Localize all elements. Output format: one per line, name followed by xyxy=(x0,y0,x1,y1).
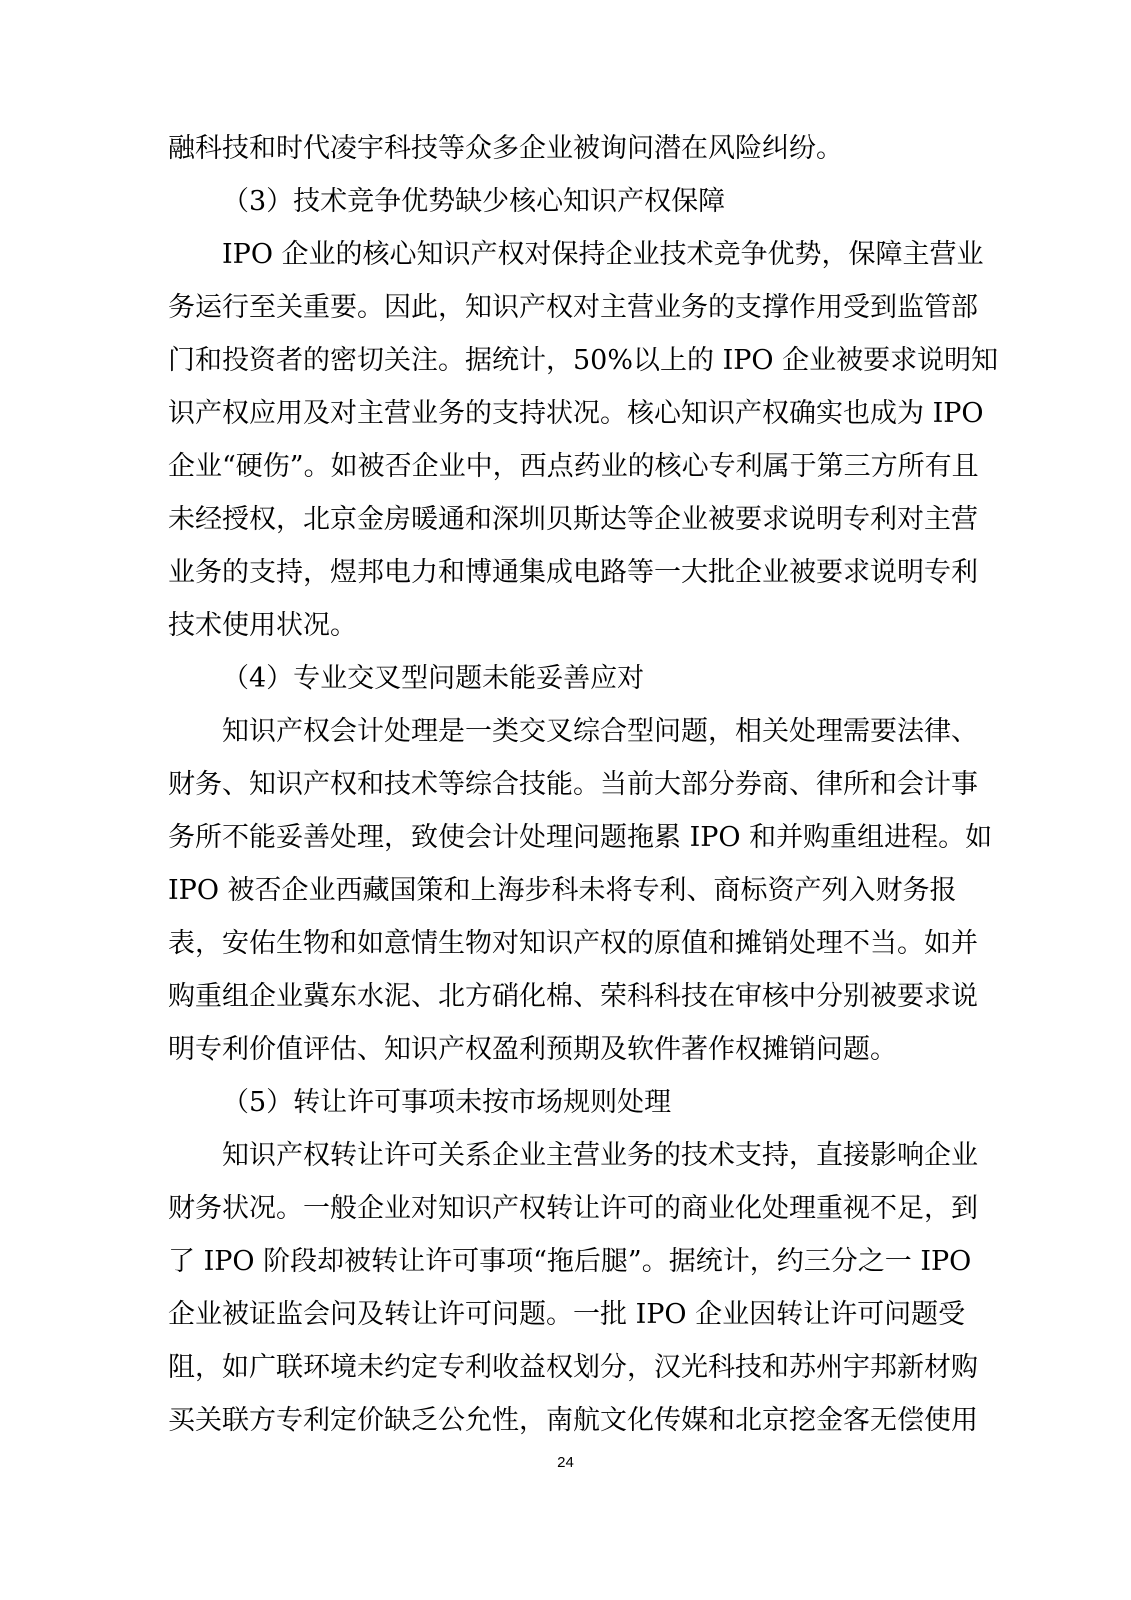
paragraph-line: 企业被证监会问及转让许可问题。一批 IPO 企业因转让许可问题受 xyxy=(168,1299,966,1330)
paragraph-line: 明专利价值评估、知识产权盈利预期及软件著作权摊销问题。 xyxy=(168,1034,897,1065)
section-heading: （3）技术竞争优势缺少核心知识产权保障 xyxy=(222,186,726,217)
paragraph-line: 门和投资者的密切关注。据统计，50%以上的 IPO 企业被要求说明知 xyxy=(168,345,999,376)
paragraph-line: 识产权应用及对主营业务的支持状况。核心知识产权确实也成为 IPO xyxy=(168,398,984,429)
paragraph-line: 表，安佑生物和如意情生物对知识产权的原值和摊销处理不当。如并 xyxy=(168,928,978,959)
paragraph-line: 了 IPO 阶段却被转让许可事项“拖后腿”。据统计，约三分之一 IPO xyxy=(168,1246,972,1277)
document-body xyxy=(168,122,999,1447)
page-number: 24 xyxy=(557,1454,574,1471)
paragraph-line: 技术使用状况。 xyxy=(168,610,357,641)
paragraph-line: 业务的支持，煜邦电力和博通集成电路等一大批企业被要求说明专利 xyxy=(168,557,978,588)
paragraph-line: 财务状况。一般企业对知识产权转让许可的商业化处理重视不足，到 xyxy=(168,1193,978,1224)
section-heading: （4）专业交叉型问题未能妥善应对 xyxy=(222,663,645,694)
paragraph-line: 买关联方专利定价缺乏公允性，南航文化传媒和北京挖金客无偿使用 xyxy=(168,1405,978,1436)
paragraph-line: 未经授权，北京金房暖通和深圳贝斯达等企业被要求说明专利对主营 xyxy=(168,504,978,535)
section-heading: （5）转让许可事项未按市场规则处理 xyxy=(222,1087,672,1118)
paragraph-line: 购重组企业冀东水泥、北方硝化棉、荣科科技在审核中分别被要求说 xyxy=(168,981,978,1012)
paragraph-line: 融科技和时代凌宇科技等众多企业被询问潜在风险纠纷。 xyxy=(168,133,843,164)
paragraph-line: 阻，如广联环境未约定专利收益权划分，汉光科技和苏州宇邦新材购 xyxy=(168,1352,978,1383)
paragraph-line: 知识产权转让许可关系企业主营业务的技术支持，直接影响企业 xyxy=(222,1140,978,1171)
paragraph-line: IPO 被否企业西藏国策和上海步科未将专利、商标资产列入财务报 xyxy=(168,875,957,906)
paragraph-line: 知识产权会计处理是一类交叉综合型问题，相关处理需要法律、 xyxy=(222,716,978,747)
paragraph-line: IPO 企业的核心知识产权对保持企业技术竞争优势，保障主营业 xyxy=(222,239,984,270)
paragraph-line: 财务、知识产权和技术等综合技能。当前大部分券商、律所和会计事 xyxy=(168,769,978,800)
paragraph-line: 务所不能妥善处理，致使会计处理问题拖累 IPO 和并购重组进程。如 xyxy=(168,822,993,853)
paragraph-line: 务运行至关重要。因此，知识产权对主营业务的支撑作用受到监管部 xyxy=(168,292,978,323)
paragraph-line: 企业“硬伤”。如被否企业中，西点药业的核心专利属于第三方所有且 xyxy=(168,451,979,482)
